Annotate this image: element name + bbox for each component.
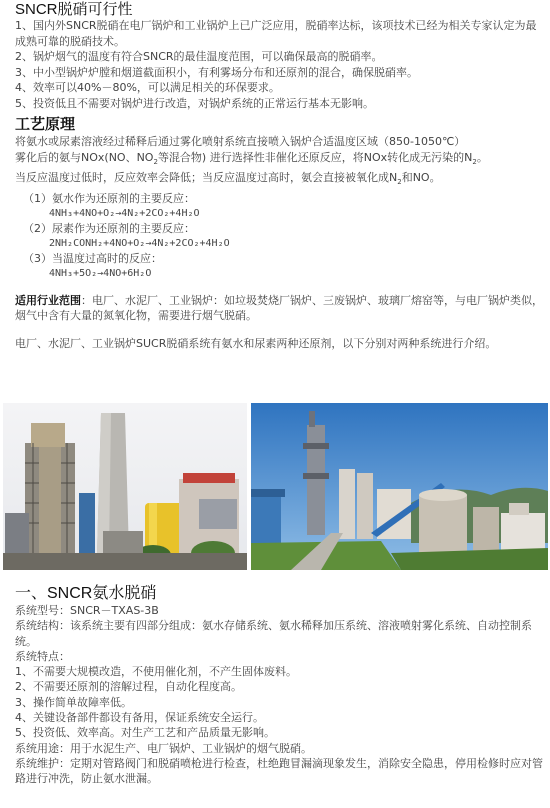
reaction-2-formula: 2NH₂CONH₂+4NO+O₂→4N₂+2CO₂+4H₂O — [49, 237, 230, 249]
subscript: 2 — [397, 178, 402, 187]
principle-line-3 — [3, 170, 547, 191]
feasibility-list — [3, 18, 547, 111]
feasibility-item-2: 2、锅炉烟气的温度有符合SNCR的最佳温度范围，可以确保最高的脱硝率。 — [15, 50, 383, 63]
reaction-3-label: （3）当温度过高时的反应： — [23, 251, 162, 265]
subscript: 2 — [153, 157, 158, 166]
power-plant-photo — [3, 403, 247, 570]
feasibility-section — [3, 0, 547, 351]
photo-strip — [3, 403, 548, 570]
feature-item-5: 5、投资低、效率高。对生产工艺和产品质量无影响。 — [15, 726, 275, 740]
reaction-3-formula: 4NH₃+5O₂→4NO+6H₂O — [49, 267, 152, 279]
system-usage: 系统用途：用于水泥生产、电厂锅炉、工业锅炉的烟气脱硝。 — [15, 741, 312, 755]
reaction-1-formula: 4NH₃+4NO+O₂→4N₂+2CO₂+4H₂O — [49, 207, 200, 219]
principle-line-2 — [3, 150, 547, 171]
feasibility-item-5: 5、投资低且不需要对锅炉进行改造，对锅炉系统的正常运行基本无影响。 — [15, 96, 374, 110]
reaction-1-label: （1）氨水作为还原剂的主要反应： — [23, 191, 195, 205]
feasibility-title: SNCR脱硝可行性 — [15, 1, 133, 18]
principle-line-3a: 当反应温度过低时，反应效率会降低；当反应温度过高时，氨会直接被氧化成N — [15, 171, 398, 185]
reaction-2-label: （2）尿素作为还原剂的主要反应： — [23, 221, 195, 235]
feasibility-item-3: 3、中小型锅炉炉膛和烟道截面积小，有利雾场分布和还原剂的混合，确保脱硝率。 — [15, 65, 418, 79]
system-features-title: 系统特点： — [15, 649, 70, 663]
feature-item-3: 3、操作简单故障率低。 — [15, 695, 132, 709]
industry-label: 适用行业范围 — [15, 293, 81, 307]
principle-line-2c: 等混合物) 进行选择性非催化还原反应，将NOx转化成无污染的N — [157, 150, 473, 164]
principle-line-3c: 和NO。 — [401, 171, 441, 185]
feasibility-item-4: 4、效率可以40%－80%，可以满足相关的环保要求。 — [15, 81, 280, 94]
system-structure: 系统结构：该系统主要有四部分组成：氨水存储系统、氨水稀释加压系统、溶液喷射雾化系统、自动控制系统。 — [15, 619, 532, 648]
principle-line-2e: 。 — [476, 150, 488, 164]
spacer — [3, 281, 547, 293]
principle-line-2a: 雾化后的氨与NOx(NO、NO — [15, 150, 154, 164]
cement-plant-photo — [251, 403, 548, 570]
ammonia-section-title: 一、SNCR氨水脱硝 — [15, 585, 157, 602]
feature-item-4: 4、关键设备部件都设有备用，保证系统安全运行。 — [15, 711, 264, 725]
ammonia-section — [3, 585, 547, 787]
industry-text: ：电厂、水泥厂、工业锅炉：如垃圾焚烧厂锅炉、三废锅炉、玻璃厂熔窑等，与电厂锅炉类似，烟气中含有大量的氮氧化物，需要进行烟气脱硝。 — [15, 293, 543, 323]
principle-line-1: 将氨水或尿素溶液经过稀释后通过雾化喷射系统直接喷入锅炉合适温度区域（850-1050℃） — [15, 135, 466, 148]
spacer — [3, 324, 547, 336]
system-model: 系统型号：SNCR－TXAS-3B — [15, 604, 159, 617]
feature-item-2: 2、不需要还原剂的溶解过程，自动化程度高。 — [15, 680, 242, 694]
intro-paragraph: 电厂、水泥厂、工业锅炉SUCR脱硝系统有氨水和尿素两种还原剂，以下分别对两种系统进行介绍。 — [15, 336, 497, 350]
feasibility-item-1: 1、国内外SNCR脱硝在电厂锅炉和工业锅炉上已广泛应用，脱硝率达标，该项技术已经为相关专家认定为最成熟可靠的脱硝技术。 — [15, 19, 537, 48]
system-maintenance: 系统维护：定期对管路阀门和脱硝喷枪进行检查，杜绝跑冒漏滴现象发生，消除安全隐患，停用检修时应对管路进行冲洗，防止氨水泄漏。 — [15, 756, 543, 786]
feature-item-1: 1、不需要大规模改造，不使用催化剂，不产生固体废料。 — [15, 665, 297, 679]
subscript: 2 — [472, 157, 477, 166]
principle-title: 工艺原理 — [15, 115, 76, 133]
industry-paragraph — [3, 293, 547, 324]
